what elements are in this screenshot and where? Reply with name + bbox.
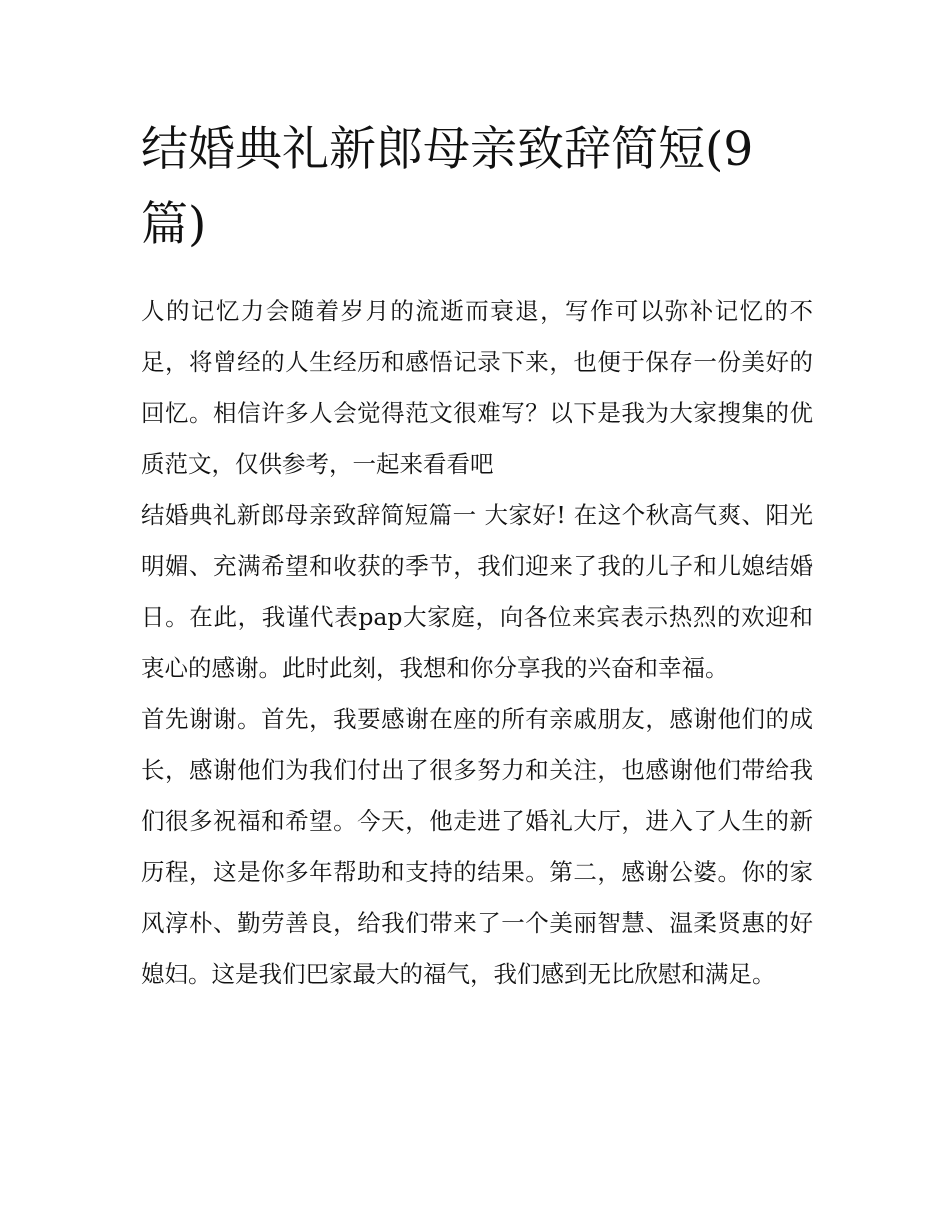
document-page bbox=[141, 112, 813, 1000]
paragraph-speech-opening: 结婚典礼新郎母亲致辞简短篇一 大家好! 在这个秋高气爽、阳光明媚、充满希望和收获的季节，我们迎来了我的儿子和儿媳结婚日。在此，我谨代表pap大家庭，向各位来宾表示热烈的欢迎和衷心的感谢。此时此刻，我想和你分享我的兴奋和幸福。 bbox=[141, 501, 813, 682]
document-title: 结婚典礼新郎母亲致辞简短(9篇) bbox=[141, 122, 754, 252]
paragraph-speech-thanks: 首先谢谢。首先，我要感谢在座的所有亲戚朋友，感谢他们的成长，感谢他们为我们付出了很多努力和关注，也感谢他们带给我们很多祝福和希望。今天，他走进了婚礼大厅，进入了人生的新历程，这是你多年帮助和支持的结果。第二，感谢公婆。你的家风淳朴、勤劳善良，给我们带来了一个美丽智慧、温柔贤惠的好媳妇。这是我们巴家最大的福气，我们感到无比欣慰和满足。 bbox=[141, 705, 813, 988]
paragraph-intro: 人的记忆力会随着岁月的流逝而衰退，写作可以弥补记忆的不足，将曾经的人生经历和感悟记录下来，也便于保存一份美好的回忆。相信许多人会觉得范文很难写？以下是我为大家搜集的优质范文，仅供参考，一起来看看吧 bbox=[141, 297, 813, 478]
